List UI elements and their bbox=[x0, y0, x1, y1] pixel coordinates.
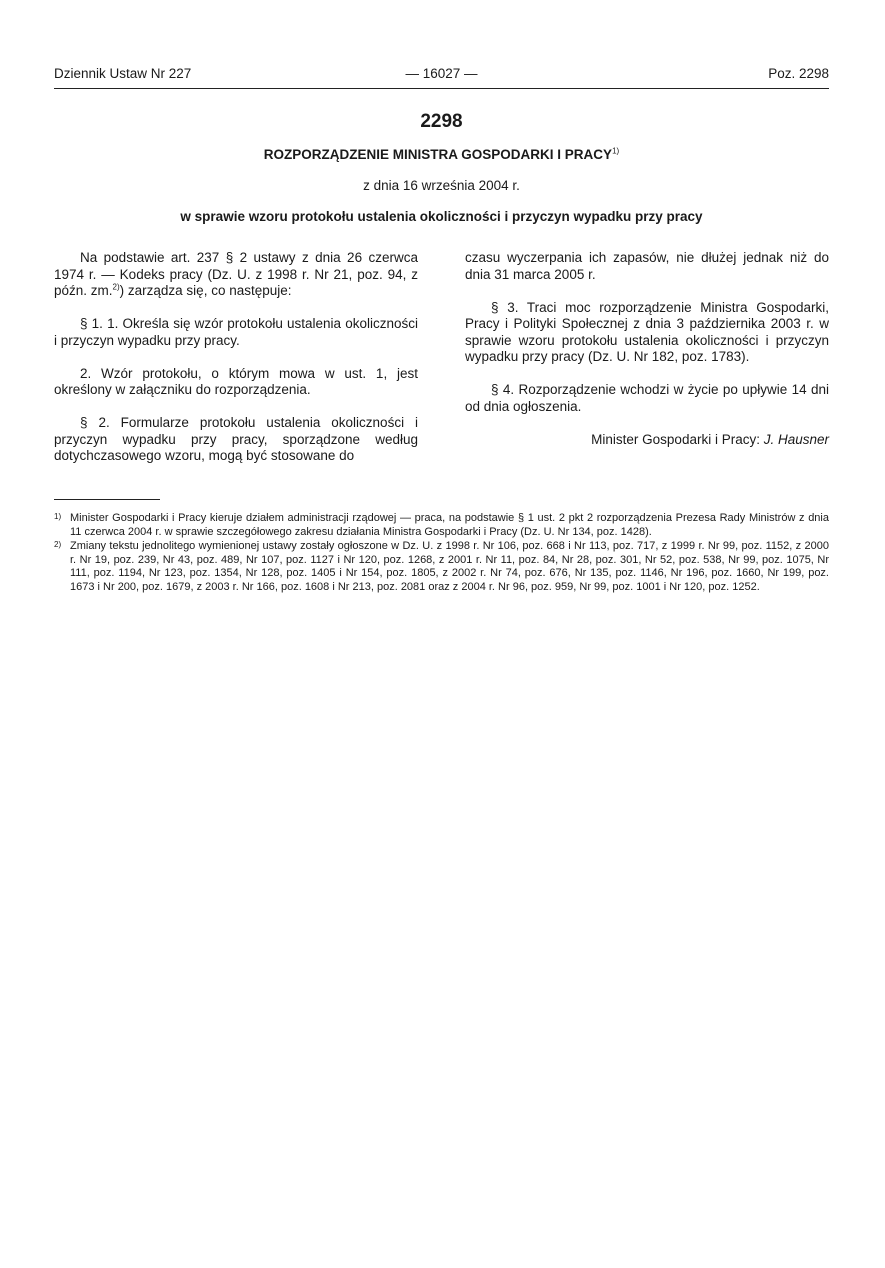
footnote-text: Minister Gospodarki i Pracy kieruje działem administracji rządowej — praca, na podstawie § 1 ust. 2 pkt 2 rozporządzenia Prezesa Rady Ministrów z dnia 11 czerwca 2004 r. w sprawie szczegółowego zakresu działania Ministra Gospodarki i Pracy (Dz. U. Nr 134, poz. 1428). bbox=[70, 512, 829, 538]
right-column bbox=[465, 250, 829, 481]
footnote-ref-1: 1) bbox=[612, 146, 620, 156]
paragraph-1-1: § 1. 1. Określa się wzór protokołu ustalenia okoliczności i przyczyn wypadku przy pracy. bbox=[54, 316, 418, 348]
footnote-rule bbox=[54, 499, 160, 500]
footnote-2 bbox=[54, 540, 829, 594]
act-title bbox=[54, 147, 829, 162]
footnote-text: Zmiany tekstu jednolitego wymienionej ustawy zostały ogłoszone w Dz. U. z 1998 r. Nr 106, poz. 668 i Nr 113, poz. 717, z 1999 r. Nr 99, poz. 1152, z 2000 r. Nr 19, poz. 239, Nr 43, poz. 489, Nr 107, poz. 1127 i Nr 120, poz. 1268, z 2001 r. Nr 11, poz. 84, Nr 28, poz. 301, Nr 52, poz. 538, Nr 99, poz. 1075, Nr 111, poz. 1194, Nr 123, poz. 1354, Nr 128, poz. 1405 i Nr 154, poz. 1805, z 2002 r. Nr 74, poz. 676, Nr 135, poz. 1146, Nr 196, poz. 1660, Nr 199, poz. 1673 i Nr 200, poz. 1679, z 2003 r. Nr 166, poz. 1608 i Nr 213, poz. 2081 oraz z 2004 r. Nr 96, poz. 959, Nr 99, poz. 1001 i Nr 120, poz. 1252. bbox=[70, 540, 829, 593]
running-header bbox=[54, 66, 829, 86]
act-number: 2298 bbox=[420, 111, 463, 132]
footnote-mark: 2) bbox=[54, 540, 62, 549]
act-title-text: ROZPORZĄDZENIE MINISTRA GOSPODARKI I PRACY bbox=[263, 147, 613, 162]
paragraph-3: § 3. Traci moc rozporządzenie Ministra Gospodarki, Pracy i Polityki Społecznej z dnia 3 października 2003 r. w sprawie wzoru protokołu ustalenia okoliczności i przyczyn wypadku przy pracy (Dz. U. Nr 182, poz. 1783). bbox=[465, 299, 829, 364]
paragraph-2-continued: czasu wyczerpania ich zapasów, nie dłużej jednak niż do dnia 31 marca 2005 r. bbox=[465, 250, 829, 282]
act-date: z dnia 16 września 2004 r. bbox=[363, 178, 520, 193]
left-column bbox=[54, 250, 418, 481]
paragraph-4: § 4. Rozporządzenie wchodzi w życie po upływie 14 dni od dnia ogłoszenia. bbox=[465, 382, 829, 414]
page-number: — 16027 — bbox=[405, 66, 478, 81]
signature-name: J. Hausner bbox=[763, 431, 829, 447]
journal-name: Dziennik Ustaw Nr 227 bbox=[54, 66, 192, 81]
body-columns bbox=[54, 250, 829, 481]
paragraph-1-2: 2. Wzór protokołu, o którym mowa w ust. 1, jest określony w załączniku do rozporządzenia. bbox=[54, 365, 418, 397]
footnote-mark: 1) bbox=[54, 512, 62, 521]
signature bbox=[465, 432, 829, 449]
act-subject: w sprawie wzoru protokołu ustalenia okoliczności i przyczyn wypadku przy pracy bbox=[180, 209, 703, 224]
footnotes bbox=[54, 512, 829, 594]
paragraph-2: § 2. Formularze protokołu ustalenia okoliczności i przyczyn wypadku przy pracy, sporządzone według dotychczasowego wzoru, mogą być stosowane do bbox=[54, 415, 418, 463]
footnote-ref-2: 2) bbox=[112, 282, 120, 292]
document-page bbox=[54, 66, 829, 595]
intro-text-a: Na podstawie art. 237 § 2 ustawy z dnia 26 czerwca 1974 r. — Kodeks pracy (Dz. U. z 1998 r. Nr 21, poz. 94, z późn. zm. bbox=[54, 250, 418, 298]
signature-role: Minister Gospodarki i Pracy: bbox=[591, 431, 764, 447]
header-rule bbox=[54, 88, 829, 89]
intro-paragraph bbox=[54, 250, 418, 300]
footnote-1 bbox=[54, 512, 829, 539]
intro-text-b: ) zarządza się, co następuje: bbox=[119, 283, 292, 298]
position-number: Poz. 2298 bbox=[768, 66, 829, 81]
